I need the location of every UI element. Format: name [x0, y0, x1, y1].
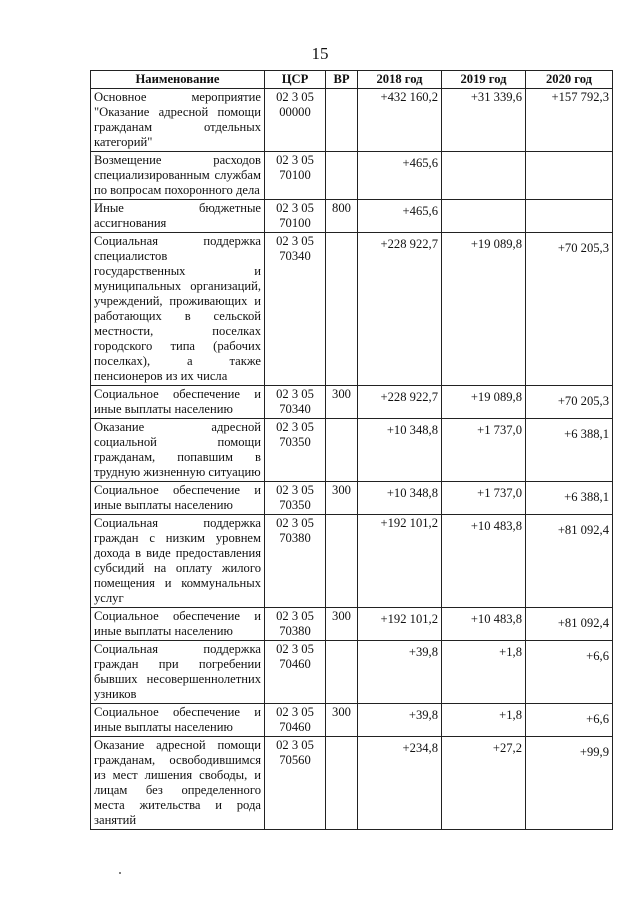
cell-2019: +1,8: [442, 704, 526, 737]
cell-csr: 02 3 05 70100: [265, 152, 326, 200]
table-row: [91, 482, 613, 515]
cell-vr: [326, 233, 358, 386]
cell-2020: +70 205,3: [526, 233, 613, 386]
cell-2019: +10 483,8: [442, 515, 526, 608]
cell-2019: [442, 152, 526, 200]
cell-name: Социальная поддержка граждан с низким уровнем дохода в виде предоставления субсидий на оплату жилого помещения и коммунальных услуг: [91, 515, 265, 608]
cell-name: Основное мероприятие "Оказание адресной помощи гражданам отдельных категорий": [91, 89, 265, 152]
header-2019: 2019 год: [442, 71, 526, 89]
table-row: [91, 704, 613, 737]
cell-2020: [526, 200, 613, 233]
header-vr: ВР: [326, 71, 358, 89]
cell-2019: +1 737,0: [442, 482, 526, 515]
cell-csr: 02 3 05 70340: [265, 233, 326, 386]
cell-vr: [326, 419, 358, 482]
cell-csr: 02 3 05 70100: [265, 200, 326, 233]
cell-2019: +10 483,8: [442, 608, 526, 641]
cell-name: Оказание адресной помощи гражданам, освободившимся из мест лишения свободы, и лицам без определенного места жительства и рода занятий: [91, 737, 265, 830]
cell-csr: 02 3 05 70350: [265, 482, 326, 515]
table-row: [91, 515, 613, 608]
table-row: [91, 89, 613, 152]
cell-2020: +6 388,1: [526, 482, 613, 515]
cell-vr: [326, 641, 358, 704]
cell-2018: +465,6: [358, 200, 442, 233]
cell-2020: +81 092,4: [526, 515, 613, 608]
cell-vr: [326, 152, 358, 200]
cell-vr: 300: [326, 704, 358, 737]
table-row: [91, 152, 613, 200]
cell-csr: 02 3 05 70560: [265, 737, 326, 830]
header-2018: 2018 год: [358, 71, 442, 89]
cell-name: Социальное обеспечение и иные выплаты населению: [91, 704, 265, 737]
cell-2020: +70 205,3: [526, 386, 613, 419]
cell-vr: 300: [326, 482, 358, 515]
cell-csr: 02 3 05 70460: [265, 704, 326, 737]
cell-2018: +465,6: [358, 152, 442, 200]
cell-2018: +10 348,8: [358, 419, 442, 482]
table-row: [91, 737, 613, 830]
cell-2020: +81 092,4: [526, 608, 613, 641]
scan-speck: [119, 872, 121, 874]
cell-2018: +39,8: [358, 641, 442, 704]
cell-name: Социальная поддержка специалистов государственных и муниципальных организаций, учреждений, проживающих и работающих в сельской местности, поселках городского типа (рабочих поселках), а также пенсионеров из их числа: [91, 233, 265, 386]
cell-name: Социальная поддержка граждан при погребении бывших несовершеннолетних узников: [91, 641, 265, 704]
cell-csr: 02 3 05 00000: [265, 89, 326, 152]
page-number: 15: [311, 44, 329, 63]
cell-2020: +6 388,1: [526, 419, 613, 482]
cell-2019: +1,8: [442, 641, 526, 704]
budget-table: [90, 70, 613, 830]
cell-2019: +31 339,6: [442, 89, 526, 152]
cell-2019: +19 089,8: [442, 233, 526, 386]
table-row: [91, 641, 613, 704]
header-name: Наименование: [91, 71, 265, 89]
cell-2019: +27,2: [442, 737, 526, 830]
cell-vr: 300: [326, 608, 358, 641]
cell-2018: +432 160,2: [358, 89, 442, 152]
table-row: [91, 233, 613, 386]
cell-2018: +39,8: [358, 704, 442, 737]
cell-csr: 02 3 05 70380: [265, 608, 326, 641]
cell-vr: 800: [326, 200, 358, 233]
cell-2019: +19 089,8: [442, 386, 526, 419]
cell-name: Социальное обеспечение и иные выплаты населению: [91, 482, 265, 515]
cell-2020: +6,6: [526, 704, 613, 737]
table-row: [91, 419, 613, 482]
cell-vr: [326, 515, 358, 608]
cell-name: Социальное обеспечение и иные выплаты населению: [91, 608, 265, 641]
cell-2018: +228 922,7: [358, 386, 442, 419]
cell-name: Социальное обеспечение и иные выплаты населению: [91, 386, 265, 419]
cell-2018: +192 101,2: [358, 608, 442, 641]
table-row: [91, 200, 613, 233]
cell-2019: +1 737,0: [442, 419, 526, 482]
cell-vr: [326, 89, 358, 152]
cell-csr: 02 3 05 70460: [265, 641, 326, 704]
cell-2020: +99,9: [526, 737, 613, 830]
cell-name: Оказание адресной социальной помощи гражданам, попавшим в трудную жизненную ситуацию: [91, 419, 265, 482]
cell-vr: 300: [326, 386, 358, 419]
table-row: [91, 608, 613, 641]
cell-name: Возмещение расходов специализированным службам по вопросам похоронного дела: [91, 152, 265, 200]
cell-csr: 02 3 05 70340: [265, 386, 326, 419]
cell-vr: [326, 737, 358, 830]
cell-csr: 02 3 05 70380: [265, 515, 326, 608]
table-row: [91, 386, 613, 419]
cell-2020: +157 792,3: [526, 89, 613, 152]
cell-2018: +234,8: [358, 737, 442, 830]
cell-2019: [442, 200, 526, 233]
cell-2020: +6,6: [526, 641, 613, 704]
cell-2018: +228 922,7: [358, 233, 442, 386]
header-csr: ЦСР: [265, 71, 326, 89]
cell-csr: 02 3 05 70350: [265, 419, 326, 482]
cell-name: Иные бюджетные ассигнования: [91, 200, 265, 233]
header-2020: 2020 год: [526, 71, 613, 89]
cell-2018: +192 101,2: [358, 515, 442, 608]
cell-2018: +10 348,8: [358, 482, 442, 515]
cell-2020: [526, 152, 613, 200]
table-header-row: [91, 71, 613, 89]
